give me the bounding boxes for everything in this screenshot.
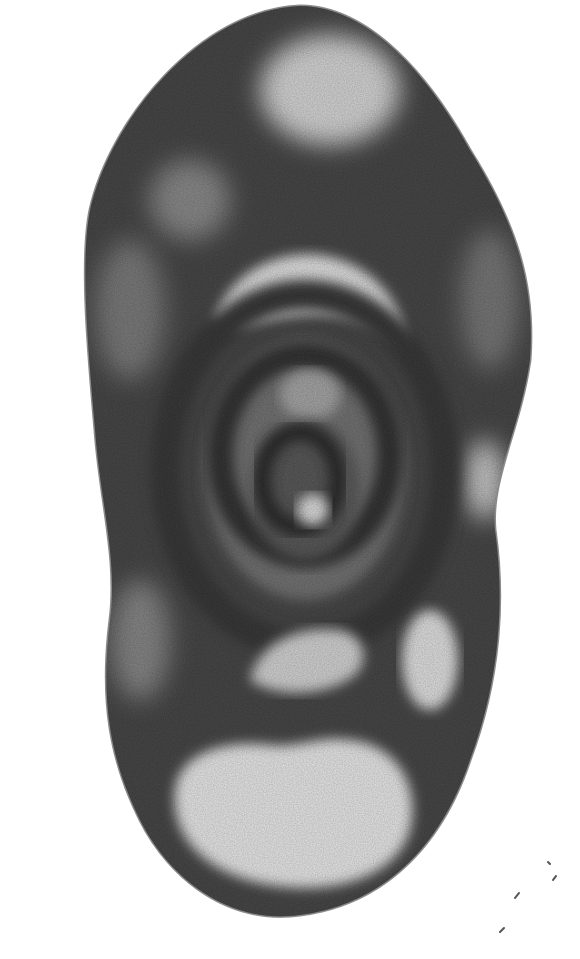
stray-marks <box>500 862 556 932</box>
inner-rings <box>165 295 445 645</box>
